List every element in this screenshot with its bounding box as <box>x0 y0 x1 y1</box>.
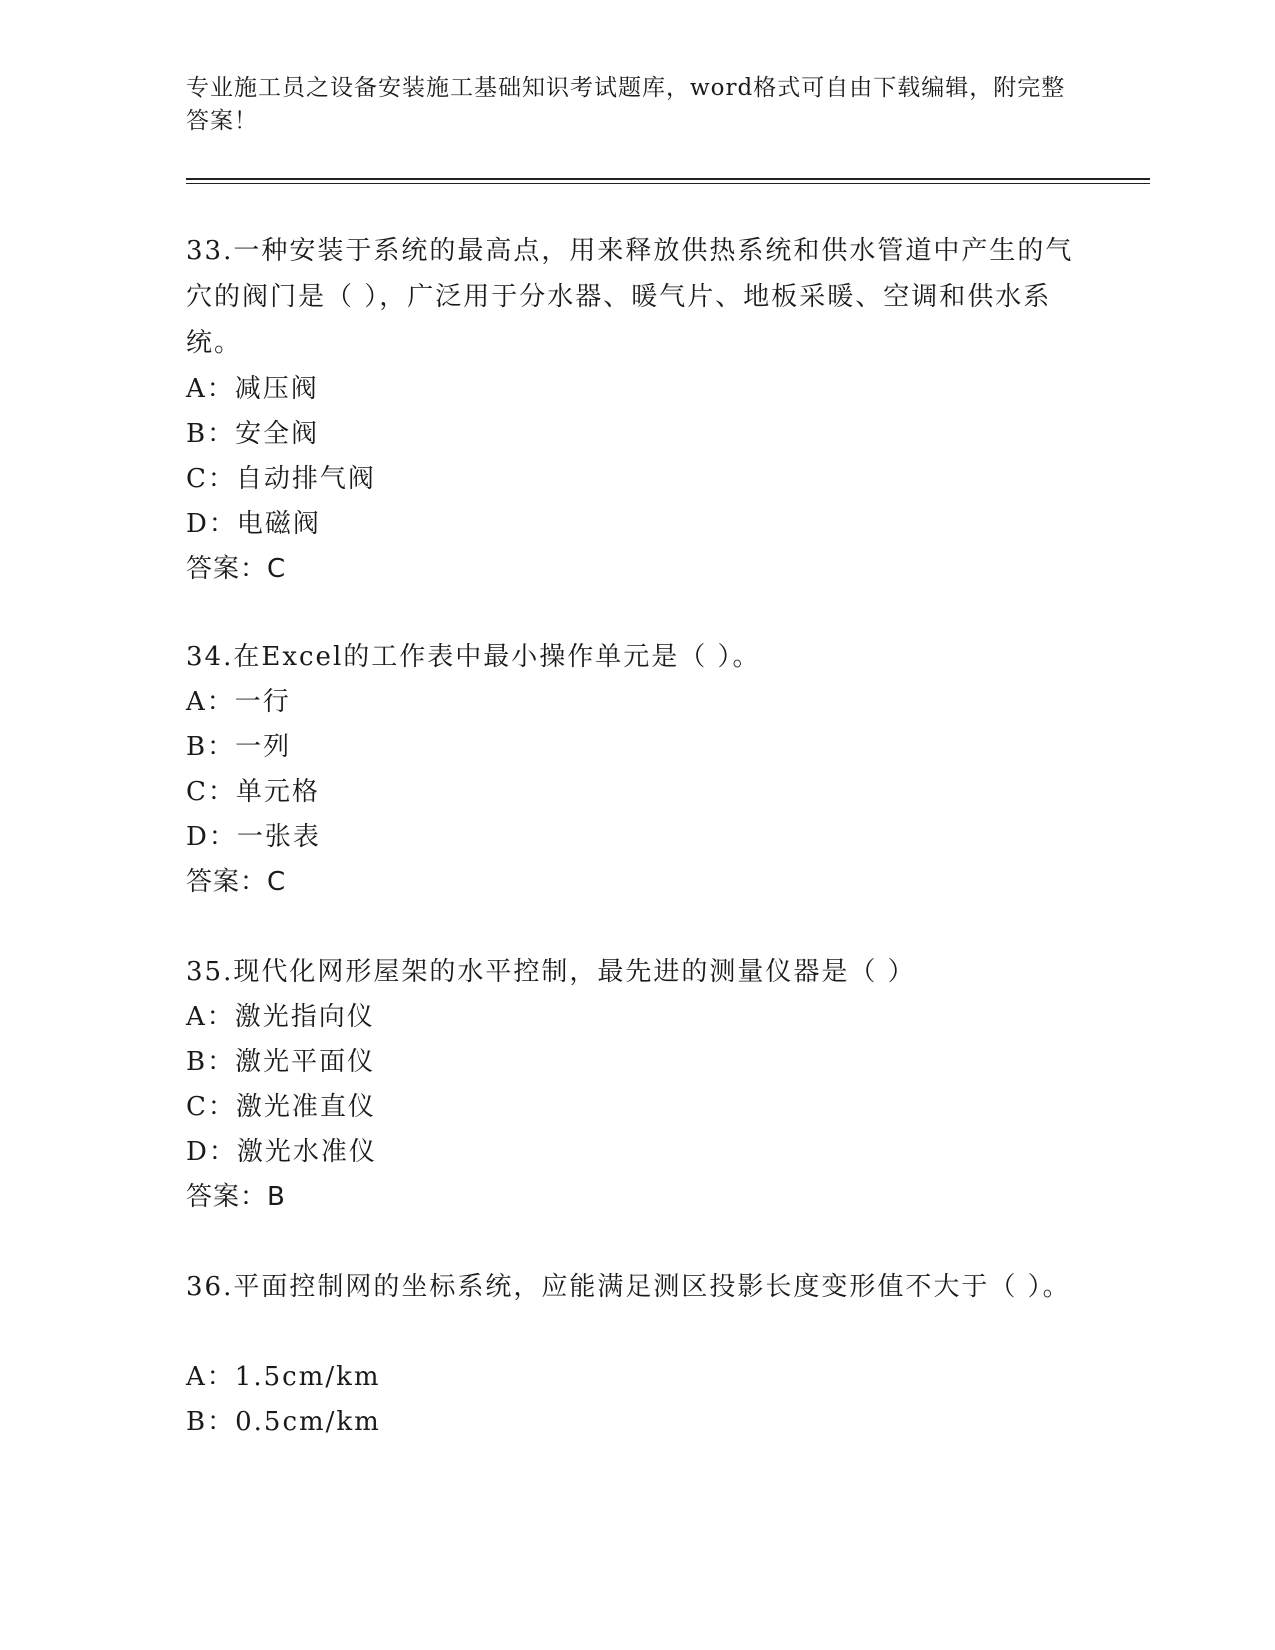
question-35-stem: 35.现代化网形屋架的水平控制，最先进的测量仪器是（ ） <box>186 957 916 987</box>
question-34-stem: 34.在Excel的工作表中最小操作单元是（ ）。 <box>186 642 761 672</box>
question-34-option-c: C：单元格 <box>186 777 320 807</box>
question-33-option-a: A：减压阀 <box>186 374 319 404</box>
question-34-option-d: D：一张表 <box>186 822 321 852</box>
question-33-option-b: B：安全阀 <box>186 419 320 449</box>
header-divider-bottom <box>186 183 1150 184</box>
question-34-answer: 答案：C <box>186 867 287 897</box>
question-35-option-b: B：激光平面仪 <box>186 1047 376 1077</box>
question-36-stem: 36.平面控制网的坐标系统，应能满足测区投影长度变形值不大于（ ）。 <box>186 1272 1071 1302</box>
question-35-option-c: C：激光准直仪 <box>186 1092 376 1122</box>
question-36-option-b: B：0.5cm/km <box>186 1407 381 1437</box>
question-34-option-a: A：一行 <box>186 687 291 717</box>
question-33-option-d: D：电磁阀 <box>186 509 321 539</box>
question-35-option-a: A：激光指向仪 <box>186 1002 375 1032</box>
question-33-option-c: C：自动排气阀 <box>186 464 376 494</box>
question-34-option-b: B：一列 <box>186 732 292 762</box>
question-33-stem: 33.一种安装于系统的最高点，用来释放供热系统和供水管道中产生的气穴的阀门是（ ），广泛用于分水器、暖气片、地板采暖、空调和供水系统。 <box>186 236 1074 358</box>
question-36-option-a: A：1.5cm/km <box>186 1362 381 1392</box>
header-divider-top <box>186 178 1150 180</box>
question-35-answer: 答案：B <box>186 1182 286 1212</box>
question-35-option-d: D：激光水准仪 <box>186 1137 377 1167</box>
document-header-title: 专业施工员之设备安装施工基础知识考试题库，word格式可自由下载编辑，附完整答案！ <box>186 75 1066 134</box>
question-33-answer: 答案：C <box>186 554 287 584</box>
